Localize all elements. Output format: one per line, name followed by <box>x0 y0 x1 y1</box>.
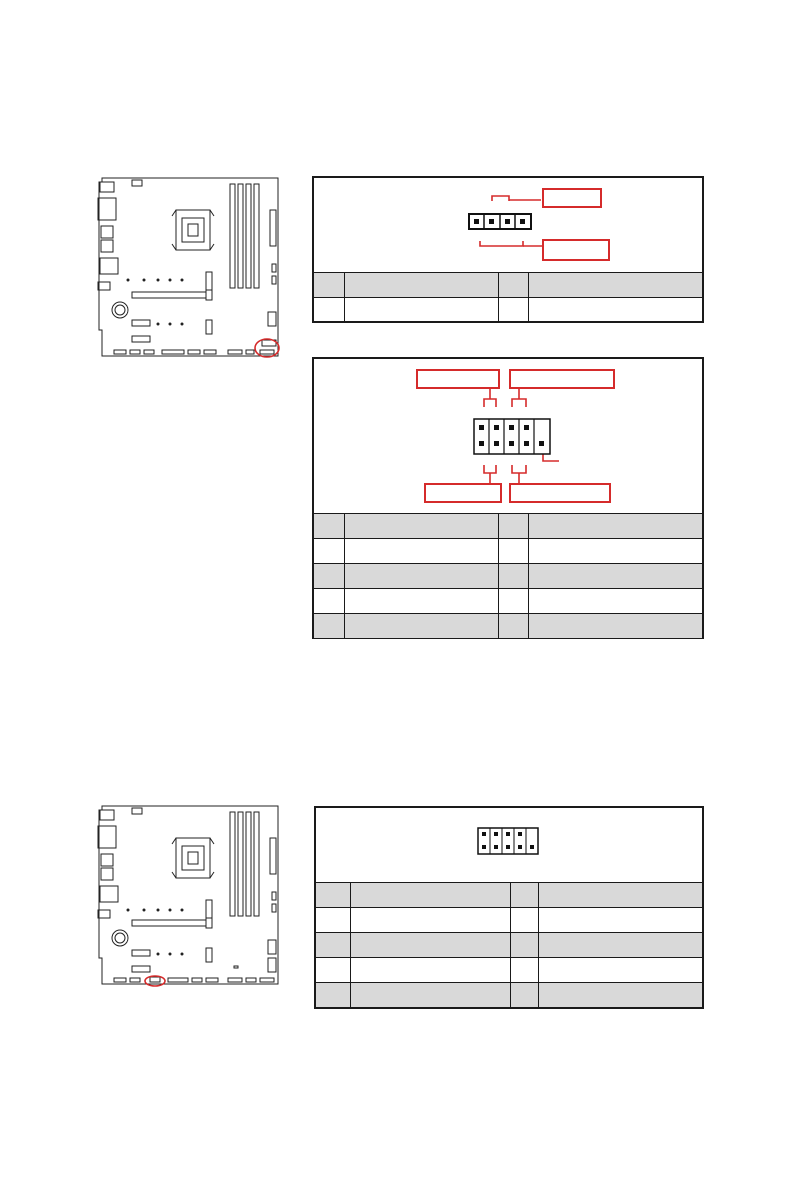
label-box-top-left <box>416 369 500 389</box>
pin-header-9pin <box>314 359 702 513</box>
label-box-bottom <box>542 239 610 261</box>
pin-header-10pin <box>316 808 702 882</box>
pin-table-4pin <box>314 272 702 323</box>
table-row <box>316 958 702 983</box>
table-row <box>314 564 702 589</box>
pin-header-4pin <box>314 178 702 272</box>
label-box-top <box>542 188 602 208</box>
label-box-bottom-right <box>509 483 611 503</box>
table-row <box>316 933 702 958</box>
motherboard-diagram-bottom <box>96 800 286 996</box>
table-row <box>314 614 702 639</box>
connector-panel-10pin <box>314 806 704 1009</box>
table-header-row <box>314 273 702 298</box>
table-row <box>314 298 702 323</box>
connector-panel-4pin <box>312 176 704 323</box>
table-row <box>316 908 702 933</box>
table-header-row <box>316 883 702 908</box>
motherboard-diagram-top <box>96 172 286 368</box>
label-box-bottom-left <box>424 483 502 503</box>
pin-table-10pin <box>316 882 702 1008</box>
table-row <box>316 983 702 1008</box>
table-header-row <box>314 514 702 539</box>
table-row <box>314 539 702 564</box>
table-row <box>314 589 702 614</box>
connector-panel-9pin <box>312 357 704 639</box>
label-box-top-right <box>509 369 615 389</box>
pin-table-9pin <box>314 513 702 639</box>
